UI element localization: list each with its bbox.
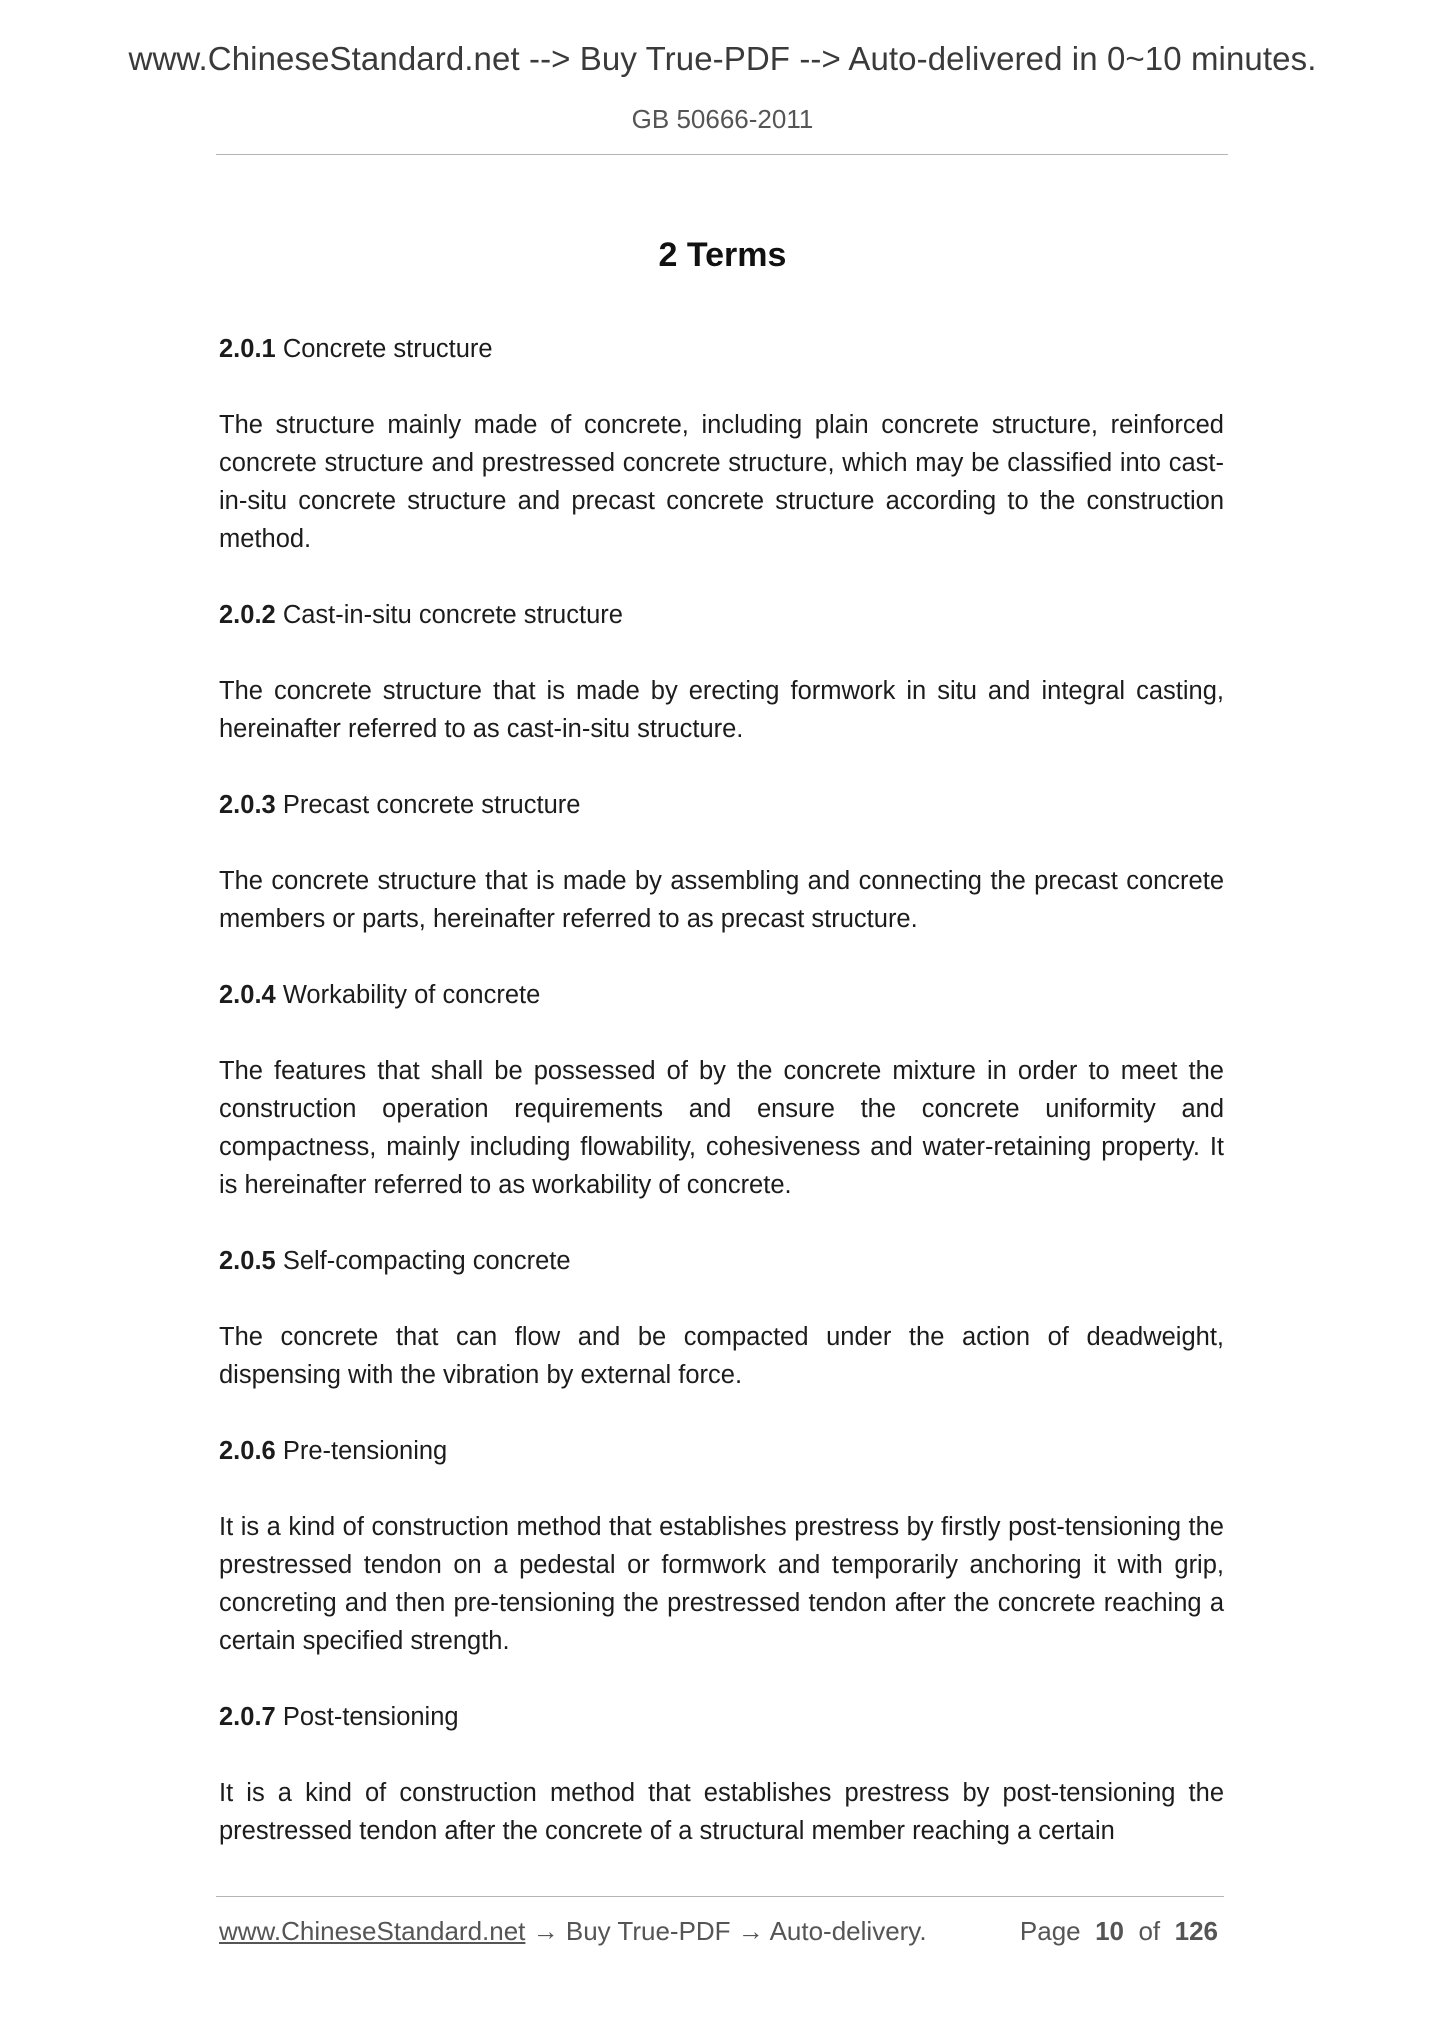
term-definition: The features that shall be possessed of by the concrete mixture in order to meet the construction operation requirements and ensure the concrete uniformity and compactness, mainly including flowability, cohesiveness and water-retaining property. It is hereinafter referred to as workability of concrete.: [219, 1057, 1224, 1199]
term-2-0-1: [219, 330, 1224, 558]
term-name: Workability of concrete: [282, 981, 541, 1009]
term-definition: It is a kind of construction method that establishes prestress by post-tensioning the prestressed tendon after the concrete of a structural member reaching a certain: [219, 1779, 1224, 1845]
top-banner: www.ChineseStandard.net --> Buy True-PDF --> Auto-delivered in 0~10 minutes.: [128, 40, 1317, 77]
term-number: 2.0.2: [219, 601, 276, 629]
term-definition: The concrete structure that is made by erecting formwork in situ and integral casting, hereinafter referred to as cast-in-situ structure.: [219, 677, 1224, 743]
chapter-title: 2 Terms: [658, 236, 787, 274]
footer-divider: [216, 1896, 1224, 1897]
term-heading: [219, 1698, 1224, 1736]
term-number: 2.0.1: [219, 335, 276, 363]
term-definition: The concrete structure that is made by assembling and connecting the precast concrete members or parts, hereinafter referred to as precast structure.: [219, 867, 1224, 933]
term-number: 2.0.5: [219, 1247, 276, 1275]
term-definition: The concrete that can flow and be compacted under the action of deadweight, dispensing with the vibration by external force.: [219, 1323, 1224, 1389]
page-label: Page: [1019, 1916, 1081, 1946]
term-2-0-6: [219, 1432, 1224, 1660]
term-number: 2.0.3: [219, 791, 276, 819]
term-heading: [219, 1432, 1224, 1470]
page-number: 10: [1095, 1916, 1125, 1946]
term-name: Concrete structure: [282, 335, 493, 363]
document-id: GB 50666-2011: [631, 104, 814, 134]
term-2-0-3: [219, 786, 1224, 938]
term-number: 2.0.4: [219, 981, 276, 1009]
term-2-0-4: [219, 976, 1224, 1204]
term-name: Precast concrete structure: [282, 791, 581, 819]
term-2-0-2: [219, 596, 1224, 748]
term-number: 2.0.6: [219, 1437, 276, 1465]
term-number: 2.0.7: [219, 1703, 276, 1731]
of-label: of: [1138, 1916, 1161, 1946]
term-name: Post-tensioning: [282, 1703, 459, 1731]
term-heading: [219, 1242, 1224, 1280]
footer-site-link[interactable]: www.ChineseStandard.net: [219, 1916, 526, 1946]
term-name: Self-compacting concrete: [282, 1247, 571, 1275]
header-divider: [216, 154, 1228, 155]
footer-tagline: → Buy True-PDF → Auto-delivery.: [525, 1916, 927, 1946]
term-heading: [219, 786, 1224, 824]
term-name: Pre-tensioning: [282, 1437, 448, 1465]
page-indicator: [1020, 1916, 1218, 1947]
term-name: Cast-in-situ concrete structure: [282, 601, 623, 629]
term-heading: [219, 330, 1224, 368]
term-2-0-5: [219, 1242, 1224, 1394]
term-definition: The structure mainly made of concrete, including plain concrete structure, reinforced concrete structure and prestressed concrete structure, which may be classified into cast-in-situ concrete structure and precast concrete structure according to the construction method.: [219, 411, 1224, 553]
term-2-0-7: [219, 1698, 1224, 1850]
footer-promo: [219, 1916, 927, 1947]
term-definition: It is a kind of construction method that establishes prestress by firstly post-tensioning the prestressed tendon on a pedestal or formwork and temporarily anchoring it with grip, concreting and then pre-tensioning the prestressed tendon after the concrete reaching a certain specified strength.: [219, 1513, 1224, 1655]
total-pages: 126: [1174, 1916, 1218, 1946]
term-heading: [219, 976, 1224, 1014]
terms-content: [219, 330, 1224, 1850]
term-heading: [219, 596, 1224, 634]
